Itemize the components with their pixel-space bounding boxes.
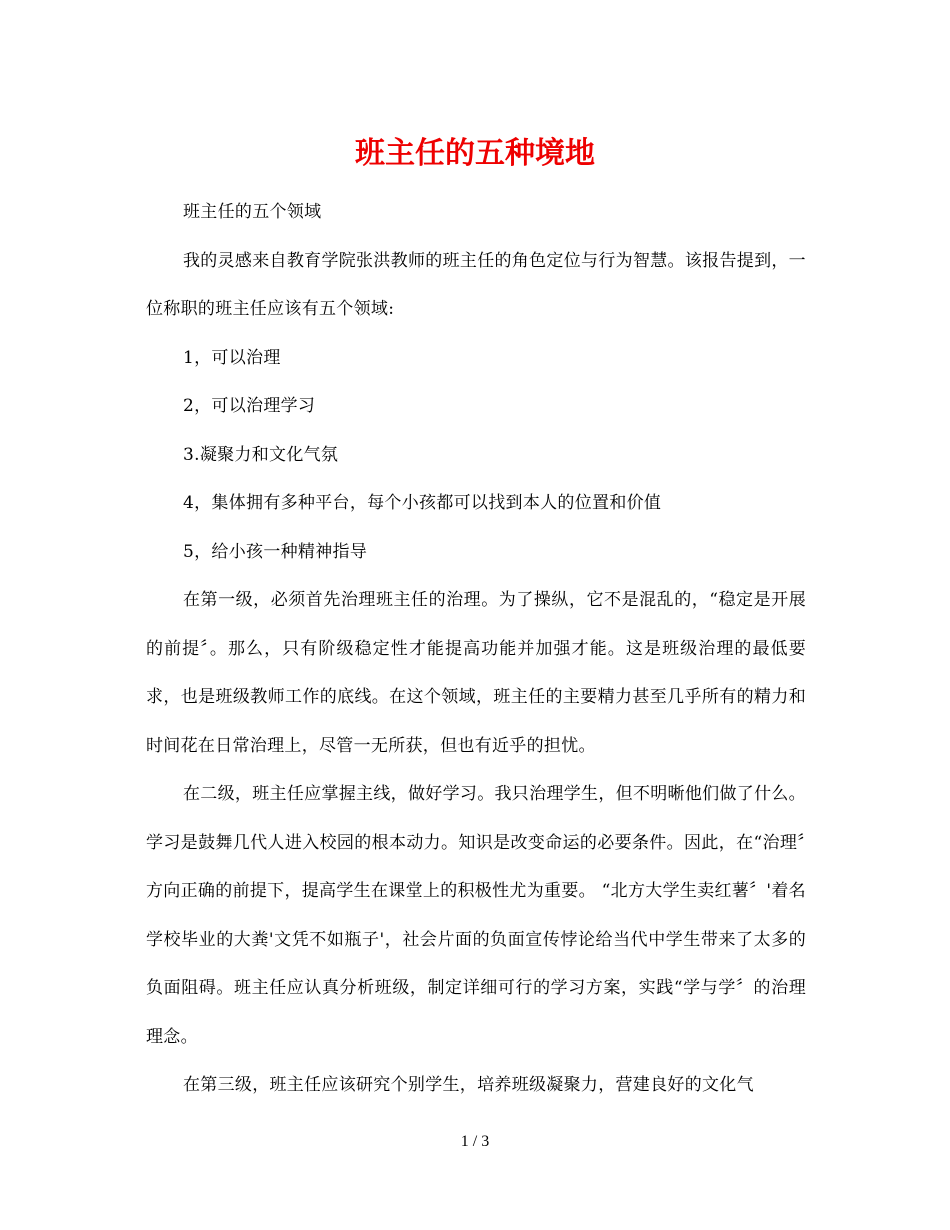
paragraph: 1，可以治理 — [183, 347, 281, 368]
paragraph: 班主任的五个领域 — [183, 202, 322, 222]
paragraph: 5，给小孩一种精神指导 — [183, 541, 368, 562]
page-number: 1 / 3 — [460, 1133, 490, 1150]
paragraph: 在第一级，必须首先治理班主任的治理。为了操纵，它不是混乱的，“稳定是开展的前提〞。那么，只有阶级稳定性才能提高功能并加强才能。这是班级治理的最低要求，也是班级教师工作的底线。在这个领域，班主任的主要精力甚至几乎所有的精力和时间花在日常治理上，尽管一无所获，但也有近乎的担忧。 — [146, 590, 806, 756]
paragraph: 我的灵感来自教育学院张洪教师的班主任的角色定位与行为智慧。该报告提到，一位称职的班主任应该有五个领域: — [146, 250, 806, 319]
document-title: 班主任的五种境地 — [355, 136, 595, 171]
paragraph: 3.凝聚力和文化气氛 — [183, 444, 339, 465]
document-body — [146, 188, 806, 1110]
paragraph: 2，可以治理学习 — [183, 396, 316, 416]
paragraph: 在二级，班主任应掌握主线，做好学习。我只治理学生，但不明晰他们做了什么。学习是鼓舞几代人进入校园的根本动力。知识是改变命运的必要条件。因此，在“治理〞方向正确的前提下，提高学生在课堂上的积极性尤为重要。 “北方大学生卖红薯〞'着名学校毕业的大粪'文凭不如瓶子'，社会片面的负面宣传悖论给当代中学生带来了太多的负面阻碍。班主任应认真分析班级，制定详细可行的学习方案，实践“学与学〞的治理理念。 — [146, 784, 806, 1047]
paragraph: 在第三级，班主任应该研究个别学生，培养班级凝聚力，营建良好的文化气 — [183, 1075, 754, 1095]
paragraph: 4，集体拥有多种平台，每个小孩都可以找到本人的位置和价值 — [183, 493, 662, 513]
